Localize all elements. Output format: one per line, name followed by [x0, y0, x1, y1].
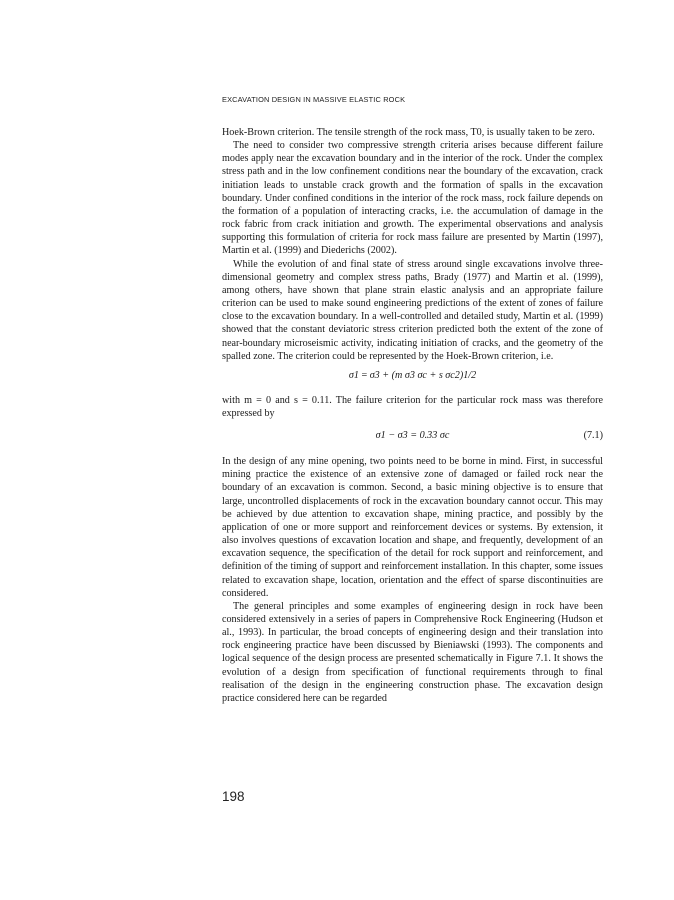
paragraph-6: The general principles and some examples of engineering design in rock have been considered extensively in a series of papers in Comprehensive Rock Engineering (Hudson et al., 1993). In particular, the broad concepts of engineering design and their translation into rock engineering practice have been discussed by Bieniawski (1993). The components and logical sequence of the design process are presented schematically in Figure 7.1. It shows the evolution of a design from specification of functional requirements through to final realisation of the design in the engineering construction phase. The excavation design practice considered here can be regarded	[222, 600, 603, 704]
running-head: EXCAVATION DESIGN IN MASSIVE ELASTIC ROCK	[222, 95, 406, 104]
equation-7-1-formula: σ1 − σ3 = 0.33 σc	[375, 430, 450, 442]
paragraph-2: The need to consider two compressive strength criteria arises because different failure modes apply near the excavation boundary and in the interior of the rock. Under the complex stress path and in the low confinement conditions near the boundary of the excavation, crack initiation leads to unstable crack growth and the formation of spalls in the excavation boundary. Under confined conditions in the interior of the rock mass, rock failure depends on the formation of a population of interacting cracks, i.e. the accumulation of damage in the rock fabric from crack initiation and growth. The experimental observations and analysis supporting this formulation of criteria for rock mass failure are presented by Martin (1997), Martin et al. (1999) and Diederichs (2002).	[222, 140, 603, 257]
hoek-brown-formula: σ1 = σ3 + (m σ3 σc + s σc2)1/2	[348, 369, 477, 381]
paragraph-5: In the design of any mine opening, two points need to be borne in mind. First, in successful mining practice the existence of an extensive zone of damaged or failed rock near the boundary of an excavation is common. Second, a basic mining objective is to ensure that large, uncontrolled displacements of rock in the excavation boundary cannot occur. This may be achieved by due attention to excavation shape, mining practice, and possibly by the application of one or more support and reinforcement devices or systems. By extension, it also involves questions of excavation location and shape, and frequently, development of an excavation sequence, the specification of the detail for rock support and reinforcement, and definition of the timing of support and reinforcement installation. In this chapter, some issues related to excavation shape, location, orientation and the effect of sparse discontinuities are considered.	[222, 456, 603, 599]
equation-number: (7.1)	[583, 430, 603, 442]
equation-rhs: σ3 + (m σ3 σc + s σc2)1/2	[369, 369, 477, 381]
paragraph-3: While the evolution of and final state of stress around single excavations involve three-dimensional geometry and complex stress paths, Brady (1977) and Martin et al. (1999), among others, have shown that plane strain elastic analysis and an appropriate failure criterion can be used to make sound engineering predictions of the extent of zones of failure close to the excavation boundary. In a well-controlled and detailed study, Martin et al. (1999) showed that the constant deviatoric stress criterion predicted both the extent of the zone of near-boundary microseismic activity, indicating initiation of cracks, and the geometry of the spalled zone. The criterion could be represented by the Hoek-Brown criterion, i.e.	[222, 258, 603, 362]
paragraph-1: Hoek-Brown criterion. The tensile strength of the rock mass, T0, is usually taken to be zero.	[222, 127, 595, 138]
equation-lhs: σ1	[348, 369, 359, 381]
hoek-brown-equation	[222, 363, 603, 394]
equation-7-1	[222, 420, 603, 455]
page-number: 198	[222, 789, 245, 804]
paragraph-4: with m = 0 and s = 0.11. The failure criterion for the particular rock mass was therefore expressed by	[222, 394, 603, 419]
body-text	[222, 126, 603, 705]
